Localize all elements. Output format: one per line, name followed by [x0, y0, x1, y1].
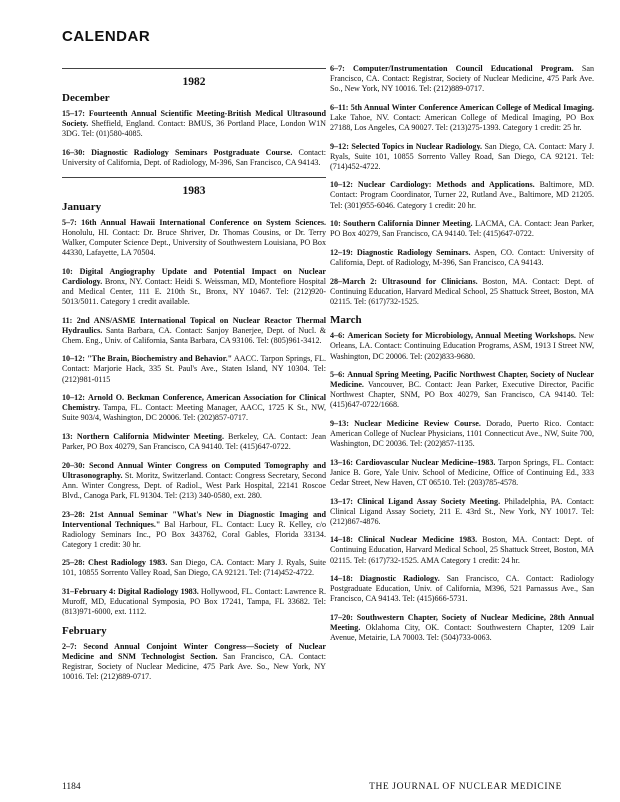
entry-date: 10: [62, 266, 73, 276]
entry-title: Second Annual Winter Congress on Computed Tomography and Ultrasonography. [62, 460, 326, 480]
calendar-entry [62, 316, 326, 346]
entry-date: 28–March 2: [330, 276, 377, 286]
calendar-entry [62, 461, 326, 501]
entry-details: Oklahoma City, OK. Contact: Southwestern Chapter, 1209 Lair Avenue, Metairie, LA 70003. Tel: (504)733-0063. [330, 623, 594, 643]
entry-title: 16th Annual Hawaii International Conference on System Sciences. [81, 217, 326, 227]
entry-details: Baltimore, MD. Contact: Program Coordinator, Turner 22, Rutland Ave., Baltimore, MD 21205. Tel: (301)955-6046. Category 1 credit: 20 hr. [330, 180, 594, 210]
entry-details: San Diego, CA. Contact: Mary J. Ryals, Suite 101, 10855 Sorrento Valley Road, San Diego, CA 92121. Tel: (714)452-4722. [62, 558, 326, 578]
entry-title: "The Brain, Biochemistry and Behavior." [87, 354, 233, 364]
entry-title: Computer/Instrumentation Council Educational Program. [353, 64, 574, 73]
calendar-entry [330, 103, 594, 133]
calendar-entry [62, 267, 326, 307]
entry-title: Annual Spring Meeting, Pacific Northwest Chapter, Society of Nuclear Medicine. [330, 370, 594, 390]
month-heading-march: March [330, 314, 362, 327]
entry-date: 14–18: [330, 535, 353, 545]
entry-date: 10: [330, 219, 341, 229]
calendar-entry [330, 574, 594, 604]
entry-title: Digital Radiology 1983. [117, 587, 199, 597]
calendar-entry [62, 218, 326, 258]
right-column [330, 64, 594, 652]
entry-details: Vancouver, BC. Contact: Jean Parker, Executive Director, Pacific Northwest Chapter, SNM, PO Box 40279, San Francisco, CA 94140. Tel: (415)647-0722/1668. [330, 380, 594, 410]
entry-date: 15–17: [62, 109, 85, 119]
entry-date: 6–11: [330, 102, 349, 112]
entry-date: 13–16: [330, 457, 353, 467]
month-heading-january: January [62, 200, 102, 213]
february-list [62, 642, 326, 682]
entry-details: San Francisco, CA. Contact: Registrar, Society of Nuclear Medicine, 475 Park Ave. So., New York, NY 10016. Tel: (212)889-0717. [62, 652, 326, 682]
calendar-entry [62, 148, 326, 168]
calendar-entry [330, 142, 594, 172]
entry-date: 16–30: [62, 147, 85, 157]
entry-title: Diagnostic Radiology Seminars. [356, 247, 471, 257]
entry-title: Diagnostic Radiology. [359, 574, 440, 584]
calendar-entry [330, 613, 594, 643]
entry-title: Nuclear Cardiology: Methods and Applications. [357, 180, 535, 190]
entry-details: Tampa, FL. Contact: Meeting Manager, AACC, 1725 K St., NW, Suite 903/4, Washington, DC 20006. Tel: (202)857-0717. [62, 403, 326, 423]
calendar-entry [330, 458, 594, 488]
page-title: CALENDAR [62, 28, 151, 45]
calendar-entry [330, 277, 594, 307]
entry-details: Honolulu, HI. Contact: Dr. Bruce Shriver, Dr. Thomas Cousins, or Dr. Terry Walker, Computer Science Dept., University of Southwestern Louisiana, PO Box 44330, Lafayette, LA 70504. [62, 227, 326, 258]
entry-title: Chest Radiology 1983. [88, 558, 168, 568]
entry-details: AACC. Tarpon Springs, FL. Contact: Marjorie Hack, 335 St. Paul's Ave., Staten Island, NY 10304. Tel: (212)981-0115 [62, 354, 327, 384]
entry-date: 9–12: [330, 141, 349, 151]
entry-title: Northern California Midwinter Meeting. [76, 431, 224, 441]
entry-title: Ultrasound for Clinicians. [381, 276, 478, 286]
calendar-entry [330, 248, 594, 268]
entry-details: San Francisco, CA. Contact: Registrar, Society of Nuclear Medicine, 475 Park Ave. So., New York, NY 10016. Tel: (212)889-0717. [330, 64, 595, 94]
calendar-entry [330, 331, 594, 361]
calendar-entry [330, 219, 594, 239]
entry-date: 5–6: [330, 370, 345, 380]
year-heading-1982: 1982 [182, 76, 206, 88]
entry-title: American Society for Microbiology, Annual Meeting Workshops. [347, 331, 576, 341]
calendar-entry [62, 642, 326, 682]
entry-title: 21st Annual Seminar "What's New in Diagnostic Imaging and Interventional Techniques." [62, 509, 327, 529]
entry-date: 23–28: [62, 509, 85, 519]
entry-date: 25–28: [62, 558, 85, 568]
entry-details: Aspen, CO. Contact: University of California, Dept. of Radiology, M-396, San Francisco, CA 94143. [330, 247, 595, 267]
calendar-entry [62, 354, 326, 384]
entry-details: Berkeley, CA. Contact: Jean Parker, PO Box 40279, San Francisco, CA 94140. Tel: (415)647-0722. [62, 431, 326, 452]
left-column [62, 64, 326, 691]
entry-details: St. Moritz, Switzerland. Contact: Congress Secretary, Second Ann. Winter Congress, Dept. of Radiol., West Park Hospital, 22141 Roscoe Blvd., Canoga Park, FL 91304. Tel: (213) 340-0580, ext. 280. [62, 470, 326, 500]
page-number: 1184 [62, 782, 81, 792]
calendar-entry [62, 587, 326, 617]
entry-title: Fourteenth Annual Scientific Meeting-British Medical Ultrasound Society. [62, 109, 326, 129]
calendar-entry [330, 419, 594, 449]
entry-details: San Francisco, CA. Contact: Radiology Postgraduate Education, Univ. of California, M396, 521 Parnassus Ave., San Francisco, CA 94143. Tel: (415)666-5731. [330, 574, 595, 604]
entry-details: San Diego, CA. Contact: Mary J. Ryals, Suite 101, 10855 Sorrento Valley Road, San Diego, CA 92121. Tel: (714)452-4722. [330, 141, 594, 171]
entry-date: 2–7: [62, 641, 77, 651]
entry-details: Philadelphia, PA. Contact: Clinical Ligand Assay Society, 211 E. 43rd St., New York, NY 10017. Tel: (212)867-4876. [330, 496, 594, 526]
entry-details: New Orleans, LA. Contact: Continuing Education Programs, ASM, 1913 I Street NW, Washington, DC 20006. Tel: (202)833-9680. [330, 331, 594, 361]
entry-title: 2nd ANS/ASME International Topical on Nuclear Reactor Thermal Hydraulics. [62, 315, 326, 335]
entry-details: Boston, MA. Contact: Dept. of Continuing Education, Harvard Medical School, 25 Shattuck Street, Boston, MA 02115. Tel: (617)732-1525. AMA Category 1 credit: 24 hr. [330, 535, 594, 565]
december-list [62, 109, 326, 168]
entry-date: 17–20: [330, 612, 353, 622]
entry-details: Santa Barbara, CA. Contact: Sanjoy Banerjee, Dept. of Nucl. & Chem. Eng., Univ. of California, Santa Barbara, CA 93106. Tel: (805)961-3412. [62, 325, 326, 345]
entry-date: 10–12: [62, 393, 85, 403]
entry-title: Clinical Ligand Assay Society Meeting. [357, 496, 501, 506]
month-heading-december: December [62, 92, 110, 105]
calendar-entry [62, 109, 326, 139]
entry-date: 10–12: [330, 180, 353, 190]
entry-title: Digital Angiography Update and Potential Impact on Nuclear Cardiology. [62, 266, 327, 286]
entry-details: Lake Tahoe, NV. Contact: American College of Medical Imaging, PO Box 27188, Los Angeles, CA 90027. Tel: (213)275-1393. Category 1 credit: 25 hr. [330, 112, 594, 132]
calendar-entry [330, 497, 594, 527]
year-divider [62, 68, 326, 69]
month-heading-february: February [62, 624, 107, 637]
calendar-entry [62, 432, 326, 452]
entry-date: 12–19: [330, 247, 353, 257]
entry-date: 6–7: [330, 64, 345, 73]
calendar-entry [330, 370, 594, 410]
entry-title: Arnold O. Beckman Conference, American Association for Clinical Chemistry. [62, 393, 326, 413]
entry-date: 5–7: [62, 217, 77, 227]
entry-title: Second Annual Conjoint Winter Congress—Society of Nuclear Medicine and SNM Technologist Section. [62, 641, 326, 662]
january-list [62, 218, 326, 618]
february-continued-list [330, 64, 594, 307]
entry-details: Bal Harbour, FL. Contact: Lucy R. Kelley, c/o Radiology Seminars Inc., PO Box 343762, Coral Gables, Florida 33134. Category 1 credit: 30 hr. [62, 519, 326, 549]
entry-details: Hollywood, FL. Contact: Lawrence R. Muroff, MD, Educational Symposia, PO Box 17241, Tampa, FL 33682. Tel: (813)971-6000, ext. 1112. [62, 587, 326, 617]
entry-details: Contact: University of California, Dept. of Radiology, M-396, San Francisco, CA 94143. [62, 147, 326, 168]
entry-title: 5th Annual Winter Conference American College of Medical Imaging. [350, 102, 594, 112]
entry-details: Boston, MA. Contact: Dept. of Continuing Education, Harvard Medical School, 25 Shattuck Street, Boston, MA 02115. Tel: (617)732-1525. [330, 276, 595, 306]
entry-title: Southwestern Chapter, Society of Nuclear Medicine, 28th Annual Meeting. [330, 612, 594, 633]
entry-date: 13: [62, 431, 73, 441]
journal-name: THE JOURNAL OF NUCLEAR MEDICINE [369, 782, 562, 792]
entry-date: 20–30: [62, 460, 85, 470]
entry-date: 11: [62, 315, 73, 325]
year-heading-1983: 1983 [182, 184, 206, 197]
entry-title: Southern California Dinner Meeting. [343, 219, 473, 229]
entry-details: LACMA, CA. Contact: Jean Parker, PO Box 40279, San Francisco, CA 94140. Tel: (415)647-0722. [330, 219, 595, 239]
entry-details: Bronx, NY. Contact: Heidi S. Weissman, MD, Montefiore Hospital and Medical Center, 111 E. 210th St., Bronx, NY 10467. Tel: (212)920-5013/5011. Category 1 credit available. [62, 276, 326, 306]
entry-date: 13–17: [330, 496, 353, 506]
entry-title: Selected Topics in Nuclear Radiology. [351, 141, 483, 151]
entry-title: Nuclear Medicine Review Course. [354, 419, 481, 429]
entry-details: Dorado, Puerto Rico. Contact: American College of Nuclear Physicians, 1101 Connecticut Ave., NW, Suite 700, Washington, DC 20036. Tel: (202)857-1135. [330, 419, 594, 449]
calendar-entry [62, 510, 326, 550]
entry-date: 10–12: [62, 354, 85, 364]
entry-title: Cardiovascular Nuclear Medicine–1983. [355, 457, 496, 467]
calendar-entry [330, 64, 594, 94]
entry-details: Sheffield, England. Contact: BMUS, 36 Portland Place, London W1N 3DG. Tel: (01)580-4085. [62, 119, 326, 139]
entry-details: Tarpon Springs, FL. Contact: Janice B. Gore, Yale Univ. School of Medicine, Office of Continuing Ed., 333 Cedar Street, New Haven, CT 06510. Tel: (203)785-4578. [330, 457, 594, 487]
entry-date: 4–6: [330, 331, 345, 341]
entry-date: 31–February 4: [62, 587, 116, 597]
calendar-entry [62, 558, 326, 578]
entry-date: 9–13: [330, 419, 349, 429]
calendar-entry [330, 535, 594, 565]
year-divider [62, 177, 326, 178]
entry-date: 14–18: [330, 574, 353, 584]
entry-title: Clinical Nuclear Medicine 1983. [357, 535, 478, 545]
calendar-entry [62, 393, 326, 423]
entry-title: Diagnostic Radiology Seminars Postgraduate Course. [91, 147, 293, 157]
calendar-entry [330, 180, 594, 210]
march-list [330, 331, 594, 643]
